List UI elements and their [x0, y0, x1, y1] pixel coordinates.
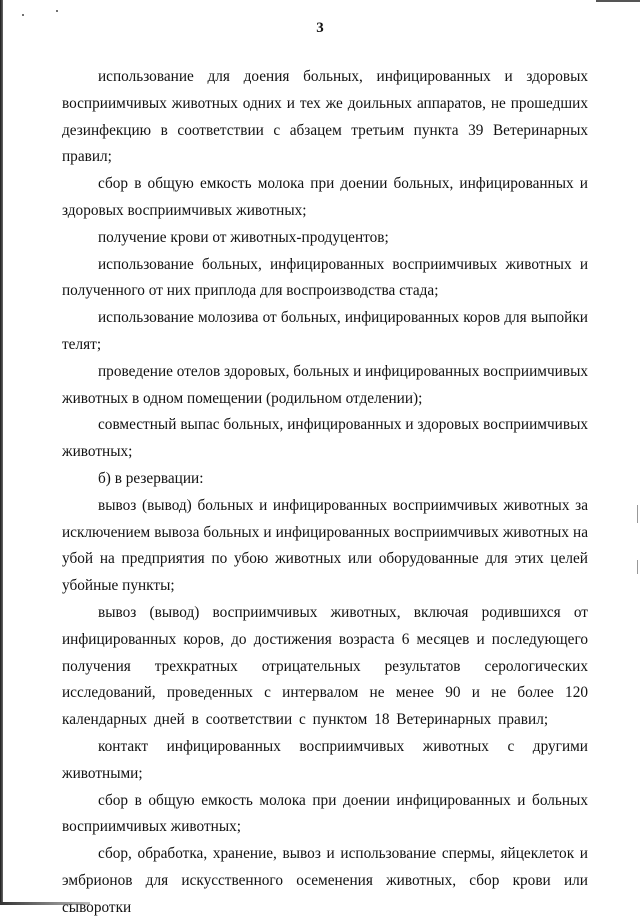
document-body	[62, 64, 588, 922]
scan-edge-left	[0, 0, 3, 905]
page-number: 3	[316, 20, 324, 36]
scan-mark	[637, 560, 638, 574]
paragraph: контакт инфицированных восприимчивых животных с другими животными;	[62, 737, 588, 782]
paragraph: сбор в общую емкость молока при доении инфицированных и больных восприимчивых животных;	[62, 791, 588, 836]
paragraph: получение крови от животных-продуцентов;	[98, 228, 389, 246]
paragraph: использование для доения больных, инфицированных и здоровых восприимчивых животных одних и тех же доильных аппаратов, не прошедших дезинфекцию в соответствии с абзацем третьим пункта 39 Ветеринарных правил;	[62, 68, 588, 166]
paragraph: совместный выпас больных, инфицированных и здоровых восприимчивых животных;	[62, 416, 588, 461]
paragraph: сбор, обработка, хранение, вывоз и использование спермы, яйцеклеток и эмбрионов для искусственного осеменения животных, сбор крови или сыворотки	[62, 845, 588, 916]
scan-speck	[22, 14, 24, 16]
paragraph: сбор в общую емкость молока при доении больных, инфицированных и здоровых восприимчивых животных;	[62, 175, 588, 219]
section-heading: б) в резервации:	[98, 469, 204, 487]
scan-mark	[637, 505, 638, 523]
scan-edge-top-right	[596, 0, 640, 2]
scan-speck	[56, 10, 58, 12]
paragraph: использование больных, инфицированных восприимчивых животных и полученного от них приплода для воспроизводства стада;	[62, 255, 588, 300]
paragraph: проведение отелов здоровых, больных и инфицированных восприимчивых животных в одном помещении (родильном отделении);	[62, 362, 589, 407]
paragraph: вывоз (вывод) больных и инфицированных восприимчивых животных за исключением вывоза больных и инфицированных восприимчивых животных на убой на предприятия по убою животных или оборудованные для этих целей убойные пункты;	[62, 496, 588, 595]
paragraph: вывоз (вывод) восприимчивых животных, включая родившихся от инфицированных коров, до достижения возраста 6 месяцев и последующего получения трехкратных отрицательных результатов серологических исследований, проведенных с интервалом не менее 90 и не более 120 календарных дней в соответствии с пунктом 18 Ветеринарных правил;	[62, 603, 588, 729]
paragraph: использование молозива от больных, инфицированных коров для выпойки телят;	[62, 309, 588, 353]
